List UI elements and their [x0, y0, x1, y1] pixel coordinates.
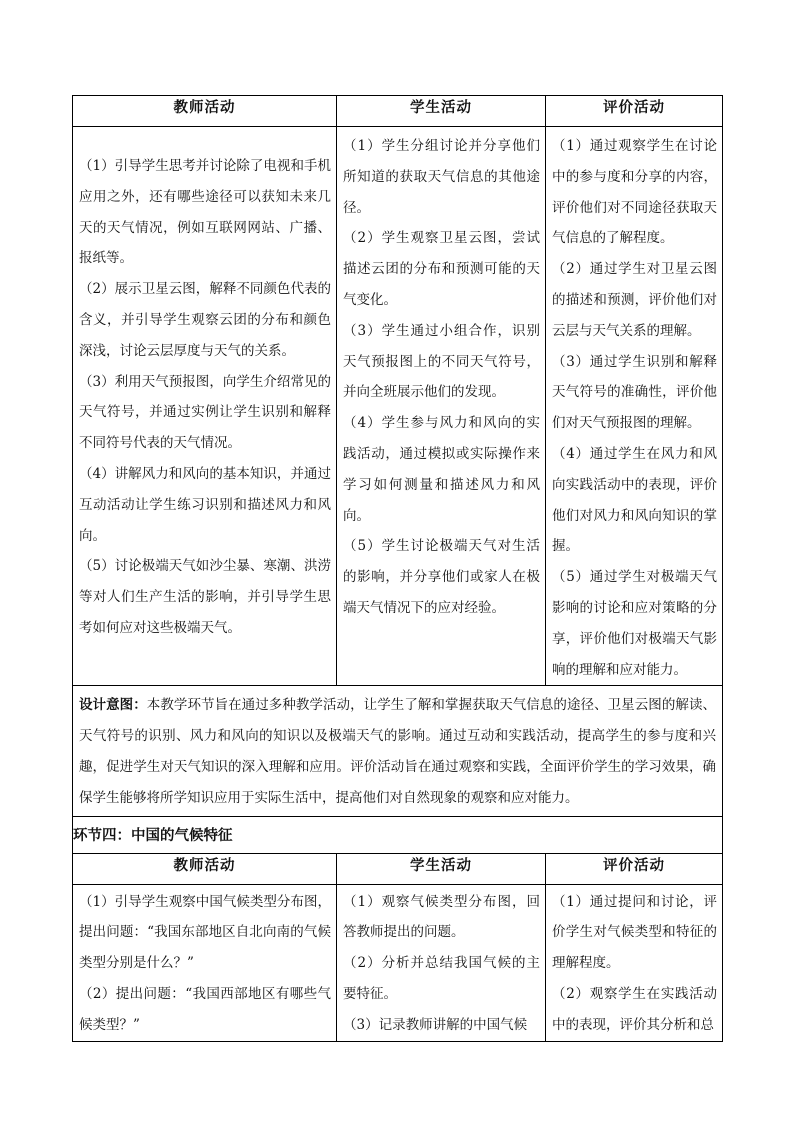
evaluation-item: （5）通过学生对极端天气影响的讨论和应对策略的分享，评价他们对极端天气影响的理解和应对能力。 — [552, 569, 717, 678]
student-item: （1）观察气候类型分布图，回答教师提出的问题。 — [343, 893, 540, 941]
section-title: 环节四：中国的气候特征 — [73, 816, 723, 853]
student-item: （2）学生观察卫星云图，尝试描述云团的分布和预测可能的天气变化。 — [343, 230, 540, 308]
teacher-item: （1）引导学生思考并讨论除了电视和手机应用之外，还有哪些途径可以获知未来几天的天气情况，例如互联网网站、广播、报纸等。 — [79, 158, 331, 267]
activity-row-1 — [73, 127, 723, 686]
evaluation-activities-cell-2 — [546, 884, 723, 1041]
design-intent-label: 设计意图： — [79, 697, 147, 714]
evaluation-item: （3）通过学生识别和解释天气符号的准确性，评价他们对天气预报图的理解。 — [552, 353, 717, 432]
header-student-2: 学生活动 — [337, 853, 546, 884]
lesson-table — [72, 95, 723, 1042]
teacher-item: （4）讲解风力和风向的基本知识，并通过互动活动让学生练习识别和描述风力和风向。 — [79, 465, 331, 544]
header-row — [73, 96, 723, 127]
header-row-2 — [73, 853, 723, 884]
design-intent-text: 本教学环节旨在通过多种教学活动，让学生了解和掌握获取天气信息的途径、卫星云图的解读、天气符号的识别、风力和风向的知识以及极端天气的影响。通过互动和实践活动，提高学生的参与度和兴趣，促进学生对天气知识的深入理解和应用。评价活动旨在通过观察和实践，全面评价学生的学习效果，确保学生能够将所学知识应用于实际生活中，提高他们对自然现象的观察和应对能力。 — [79, 697, 717, 806]
header-teacher-2: 教师活动 — [73, 853, 337, 884]
student-item: （3）学生通过小组合作，识别天气预报图上的不同天气符号，并向全班展示他们的发现。 — [343, 322, 540, 401]
evaluation-item: （4）通过学生在风力和风向实践活动中的表现，评价他们对风力和风向知识的掌握。 — [552, 445, 717, 555]
student-activities-cell — [337, 127, 546, 686]
teacher-item: （1）引导学生观察中国气候类型分布图，提出问题：“我国东部地区自北向南的气候类型分别是什么？” — [79, 893, 331, 972]
evaluation-activities-cell — [546, 127, 723, 686]
evaluation-item: （2）通过学生对卫星云图的描述和预测，评价他们对云层与天气关系的理解。 — [552, 261, 717, 339]
header-student: 学生活动 — [337, 96, 546, 127]
design-intent-cell — [73, 686, 723, 816]
teacher-item: （3）利用天气预报图，向学生介绍常见的天气符号，并通过实例让学生识别和解释不同符号代表的天气情况。 — [79, 373, 331, 452]
teacher-item: （2）展示卫星云图，解释不同颜色代表的含义，并引导学生观察云团的分布和颜色深浅，讨论云层厚度与天气的关系。 — [79, 281, 331, 359]
teacher-activities-cell-2 — [73, 884, 337, 1041]
activity-row-2 — [73, 884, 723, 1041]
teacher-item: （2）提出问题：“我国西部地区有哪些气候类型？” — [79, 985, 331, 1033]
header-evaluation: 评价活动 — [546, 96, 723, 127]
evaluation-item: （1）通过提问和讨论，评价学生对气候类型和特征的理解程度。 — [552, 893, 717, 972]
header-evaluation-2: 评价活动 — [546, 853, 723, 884]
evaluation-item: （2）观察学生在实践活动中的表现，评价其分析和总 — [552, 985, 717, 1033]
student-item: （5）学生讨论极端天气对生活的影响，并分享他们或家人在极端天气情况下的应对经验。 — [343, 538, 540, 616]
student-item: （2）分析并总结我国气候的主要特征。 — [343, 955, 540, 1002]
student-item: （3）记录教师讲解的中国气候 — [343, 1016, 528, 1033]
design-intent-row — [73, 686, 723, 816]
student-item: （1）学生分组讨论并分享他们所知道的获取天气信息的其他途径。 — [343, 138, 540, 216]
section-row — [73, 816, 723, 853]
teacher-activities-cell — [73, 127, 337, 686]
student-item: （4）学生参与风力和风向的实践活动，通过模拟或实际操作来学习如何测量和描述风力和风向。 — [343, 415, 540, 524]
evaluation-item: （1）通过观察学生在讨论中的参与度和分享的内容，评价他们对不同途径获取天气信息的了解程度。 — [552, 138, 717, 247]
header-teacher: 教师活动 — [73, 96, 337, 127]
student-activities-cell-2 — [337, 884, 546, 1041]
teacher-item: （5）讨论极端天气如沙尘暴、寒潮、洪涝等对人们生产生活的影响，并引导学生思考如何应对这些极端天气。 — [79, 558, 331, 636]
